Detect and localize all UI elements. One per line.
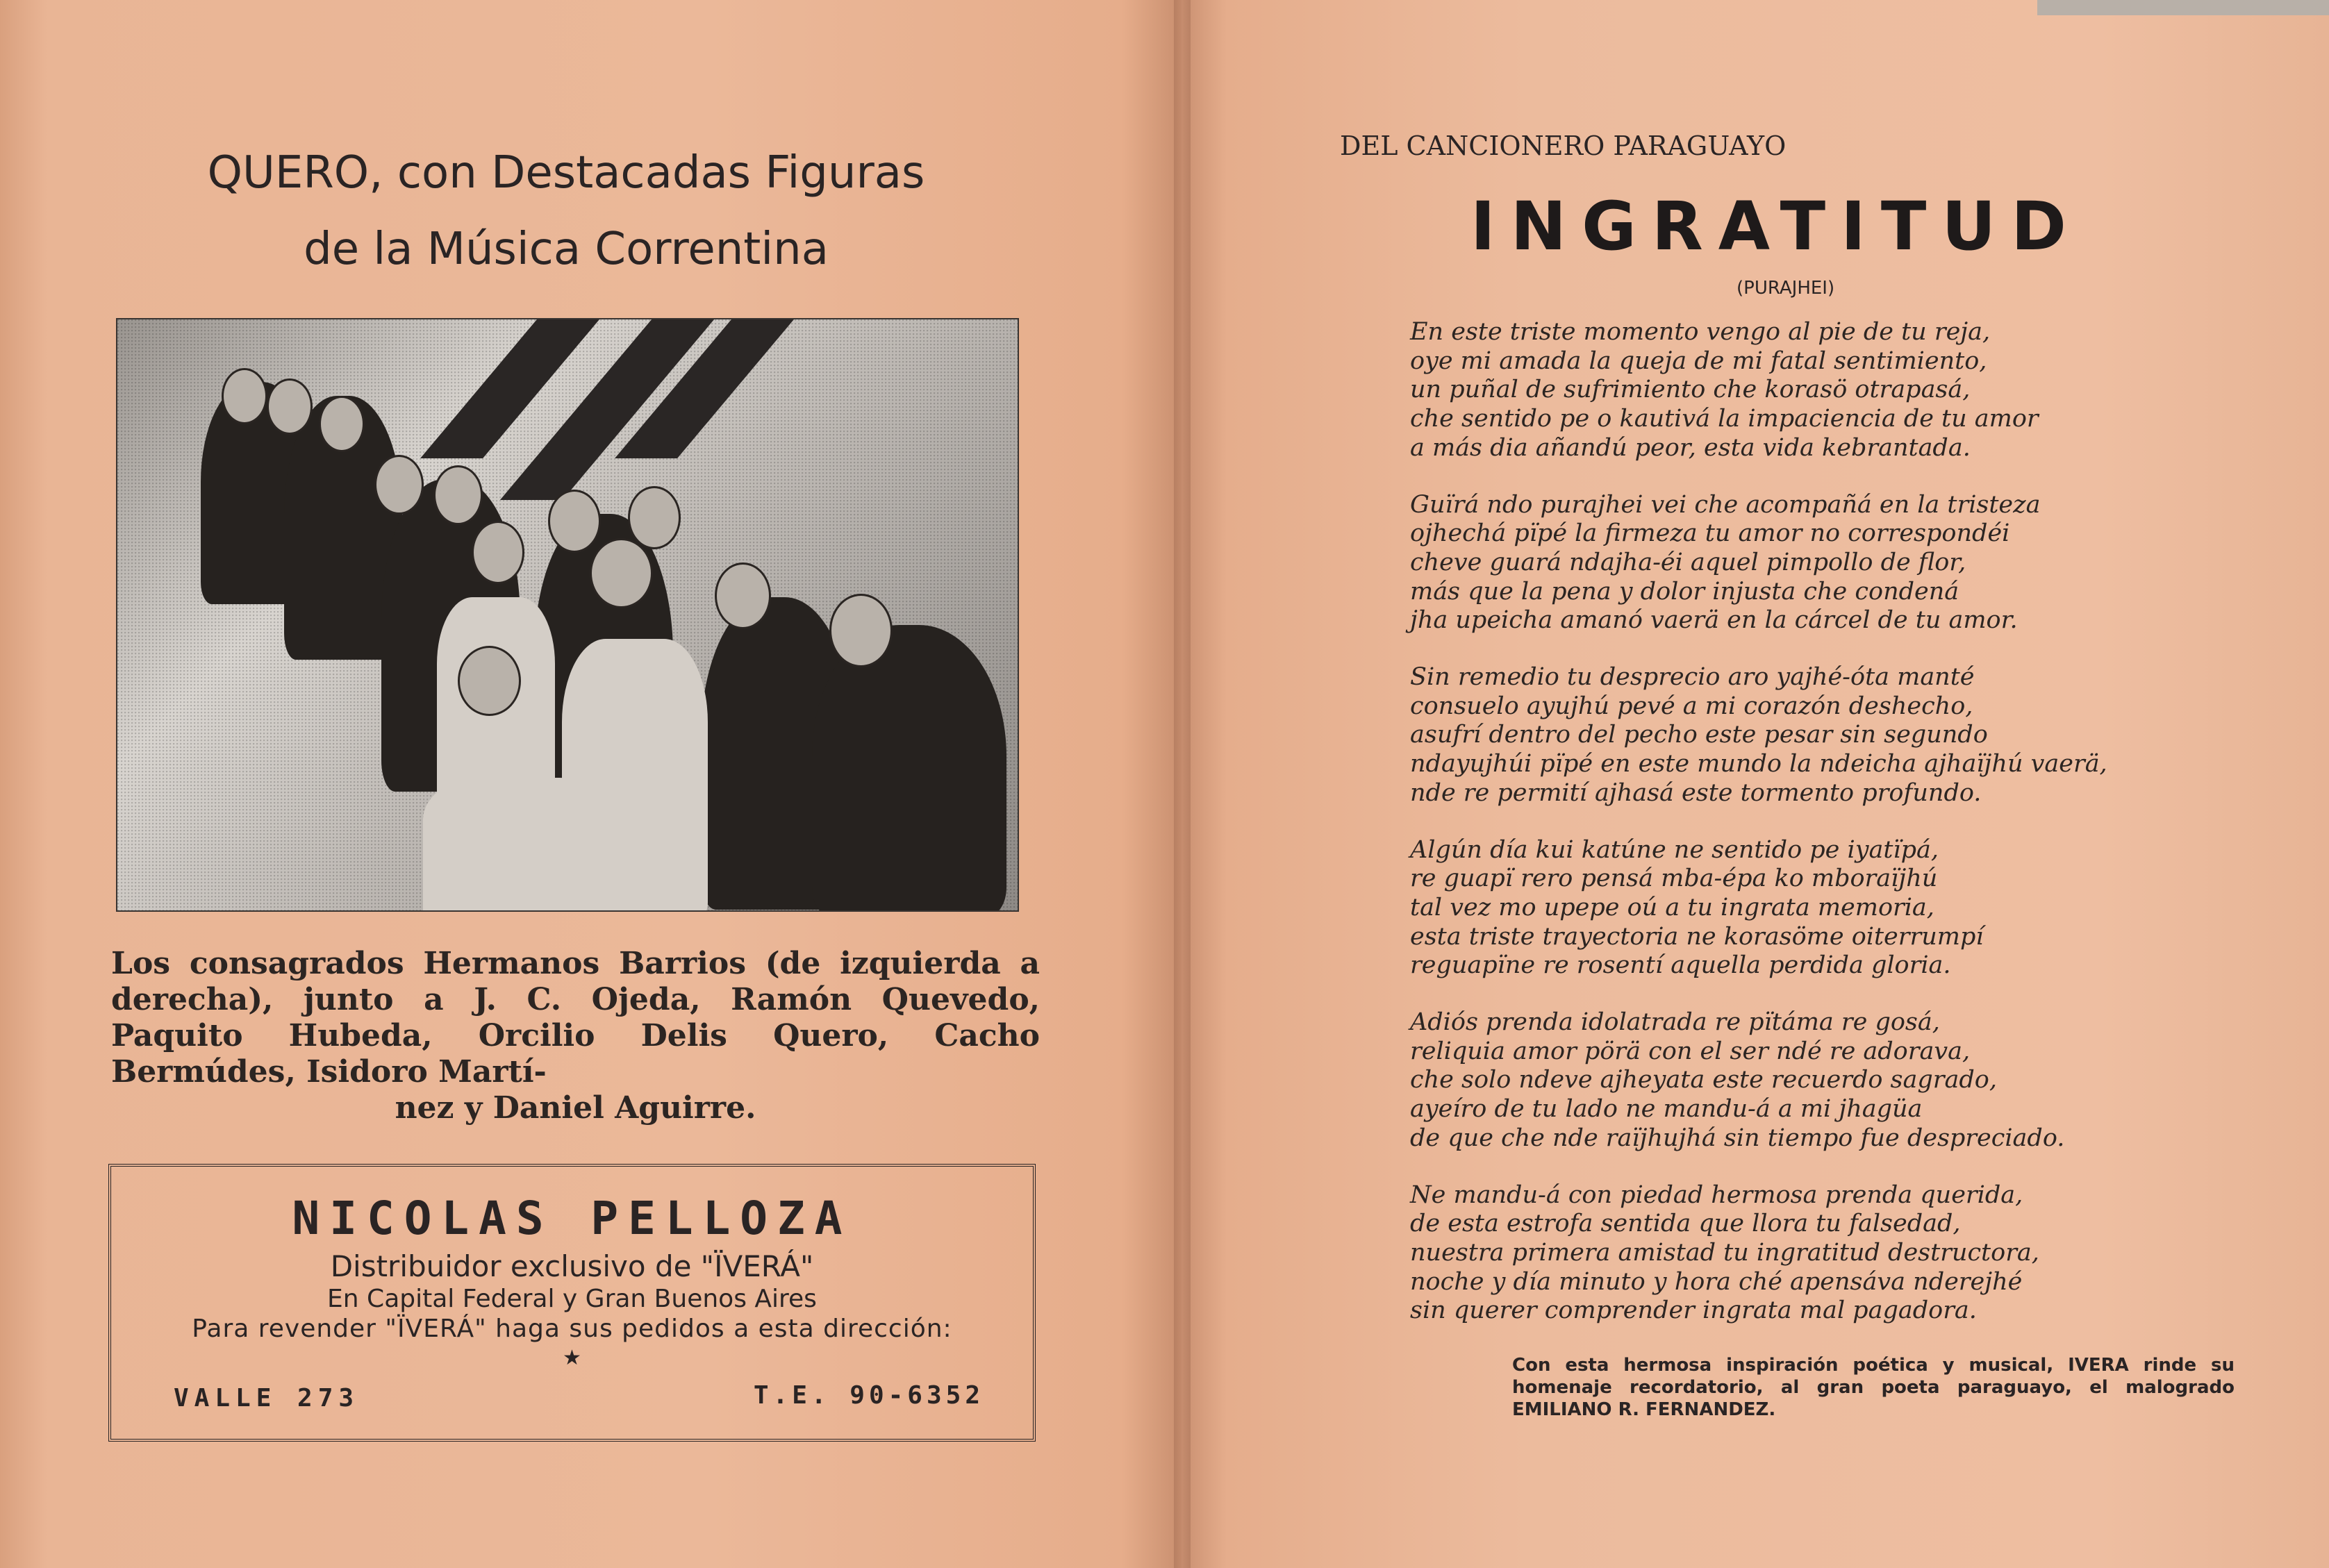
verse-line: un puñal de sufrimiento che korasö otrapasá, [1410, 376, 1971, 404]
verse-line: cheve guará ndajha-éi aquel pimpollo de flor, [1410, 548, 1966, 576]
left-heading-line1: QUERO, con Destacadas Figuras [207, 147, 925, 199]
verse-line: reliquia amor pörä con el ser ndé re adorava, [1410, 1037, 1971, 1065]
verse-line: jha upeicha amanó vaerä en la cárcel de tu amor. [1410, 606, 2018, 635]
stanza [1410, 1008, 2244, 1153]
background-edge [2037, 0, 2329, 15]
verse-line: che solo ndeve ajheyata este recuerdo sagrado, [1410, 1066, 1997, 1094]
tribute-note: Con esta hermosa inspiración poética y musical, IVERA rinde su homenaje recordatorio, al gran poeta paraguayo, el malogrado EMILIANO R. FERNANDEZ. [1512, 1355, 2235, 1420]
verse-line: Ne mandu-á con piedad hermosa prenda querida, [1410, 1181, 2023, 1209]
verse-line: más que la pena y dolor injusta che condená [1410, 577, 1959, 606]
stanza [1410, 318, 2244, 463]
verse-line: ayeíro de tu lado ne mandu-á a mi jhagüa [1410, 1095, 1923, 1124]
stanza [1410, 491, 2244, 636]
star-icon: ★ [563, 1346, 581, 1370]
verse-line: ojhechá pïpé la firmeza tu amor no correspondéi [1410, 519, 2010, 548]
verse-line: Adiós prenda idolatrada re pïtáma re gosá, [1410, 1008, 1940, 1037]
verse-line: nde re permití ajhasá este tormento profundo. [1410, 778, 1982, 807]
verse-line: consuelo ayujhú pevé a mi corazón deshecho, [1410, 692, 1973, 720]
verse-line: esta triste trayectoria ne korasöme oiterrumpí [1410, 922, 1984, 951]
song-subtitle: (PURAJHEI) [1737, 278, 1835, 299]
verse-line: ndayujhúi pïpé en este mundo la ndeicha ajhaïjhú vaerä, [1410, 750, 2107, 778]
ad-name: NICOLAS PELLOZA [292, 1192, 852, 1245]
verse-line: de esta estrofa sentida que llora tu falsedad, [1410, 1210, 1961, 1238]
photo-caption [111, 946, 1040, 1126]
caption-body: Los consagrados Hermanos Barrios (de izquierda a derecha), junto a J. C. Ojeda, Ramón Quevedo, Paquito Hubeda, Orcilio Delis Quero, Cacho Bermúdes, Isidoro Martí- [111, 946, 1040, 1090]
verse-line: oye mi amada la queja de mi fatal sentimiento, [1410, 347, 1987, 375]
ad-address: VALLE 273 [174, 1384, 360, 1412]
ad-line3: Para revender "ÏVERÁ" haga sus pedidos a esta dirección: [192, 1315, 952, 1343]
song-title: INGRATITUD [1470, 187, 2082, 265]
distributor-ad [108, 1164, 1036, 1442]
stanza [1410, 1181, 2244, 1326]
verse-line: sin querer comprender ingrata mal pagadora. [1410, 1296, 1977, 1325]
verse-line: che sentido pe o kautivá la impaciencia de tu amor [1410, 405, 2039, 433]
left-heading-line2: de la Música Correntina [304, 224, 829, 275]
section-kicker: DEL CANCIONERO PARAGUAYO [1340, 131, 1787, 161]
verse-line: Sin remedio tu desprecio aro yajhé-óta manté [1410, 663, 1975, 692]
ad-line2: En Capital Federal y Gran Buenos Aires [327, 1285, 817, 1313]
stanza [1410, 836, 2244, 981]
verse-line: asufrí dentro del pecho este pesar sin segundo [1410, 721, 1988, 749]
verse-line: de que che nde raïjhujhá sin tiempo fue despreciado. [1410, 1124, 2065, 1152]
poem-lyrics [1410, 318, 2244, 1353]
verse-line: re guapï rero pensá mba-épa ko mboraïjhú [1410, 865, 1938, 893]
stanza [1410, 663, 2244, 808]
ad-phone: T.E. 90-6352 [753, 1381, 984, 1410]
ad-line1: Distribuidor exclusivo de "ÏVERÁ" [330, 1249, 814, 1283]
verse-line: Algún día kui katúne ne sentido pe iyatïpá, [1410, 835, 1939, 864]
verse-line: reguapïne re rosentí aquella perdida gloria. [1410, 951, 1951, 980]
book-spine [1174, 0, 1191, 1568]
verse-line: En este triste momento vengo al pie de tu reja, [1410, 318, 1991, 346]
verse-line: noche y día minuto y hora ché apensáva nderejhé [1410, 1267, 2023, 1296]
verse-line: a más dia añandú peor, esta vida kebrantada. [1410, 433, 1971, 462]
verse-line: Guïrá ndo purajhei vei che acompañá en la tristeza [1410, 490, 2041, 519]
group-photo [116, 318, 1019, 912]
caption-last-line: nez y Daniel Aguirre. [395, 1090, 756, 1126]
verse-line: nuestra primera amistad tu ingratitud destructora, [1410, 1238, 2039, 1267]
verse-line: tal vez mo upepe oú a tu ingrata memoria, [1410, 893, 1934, 921]
